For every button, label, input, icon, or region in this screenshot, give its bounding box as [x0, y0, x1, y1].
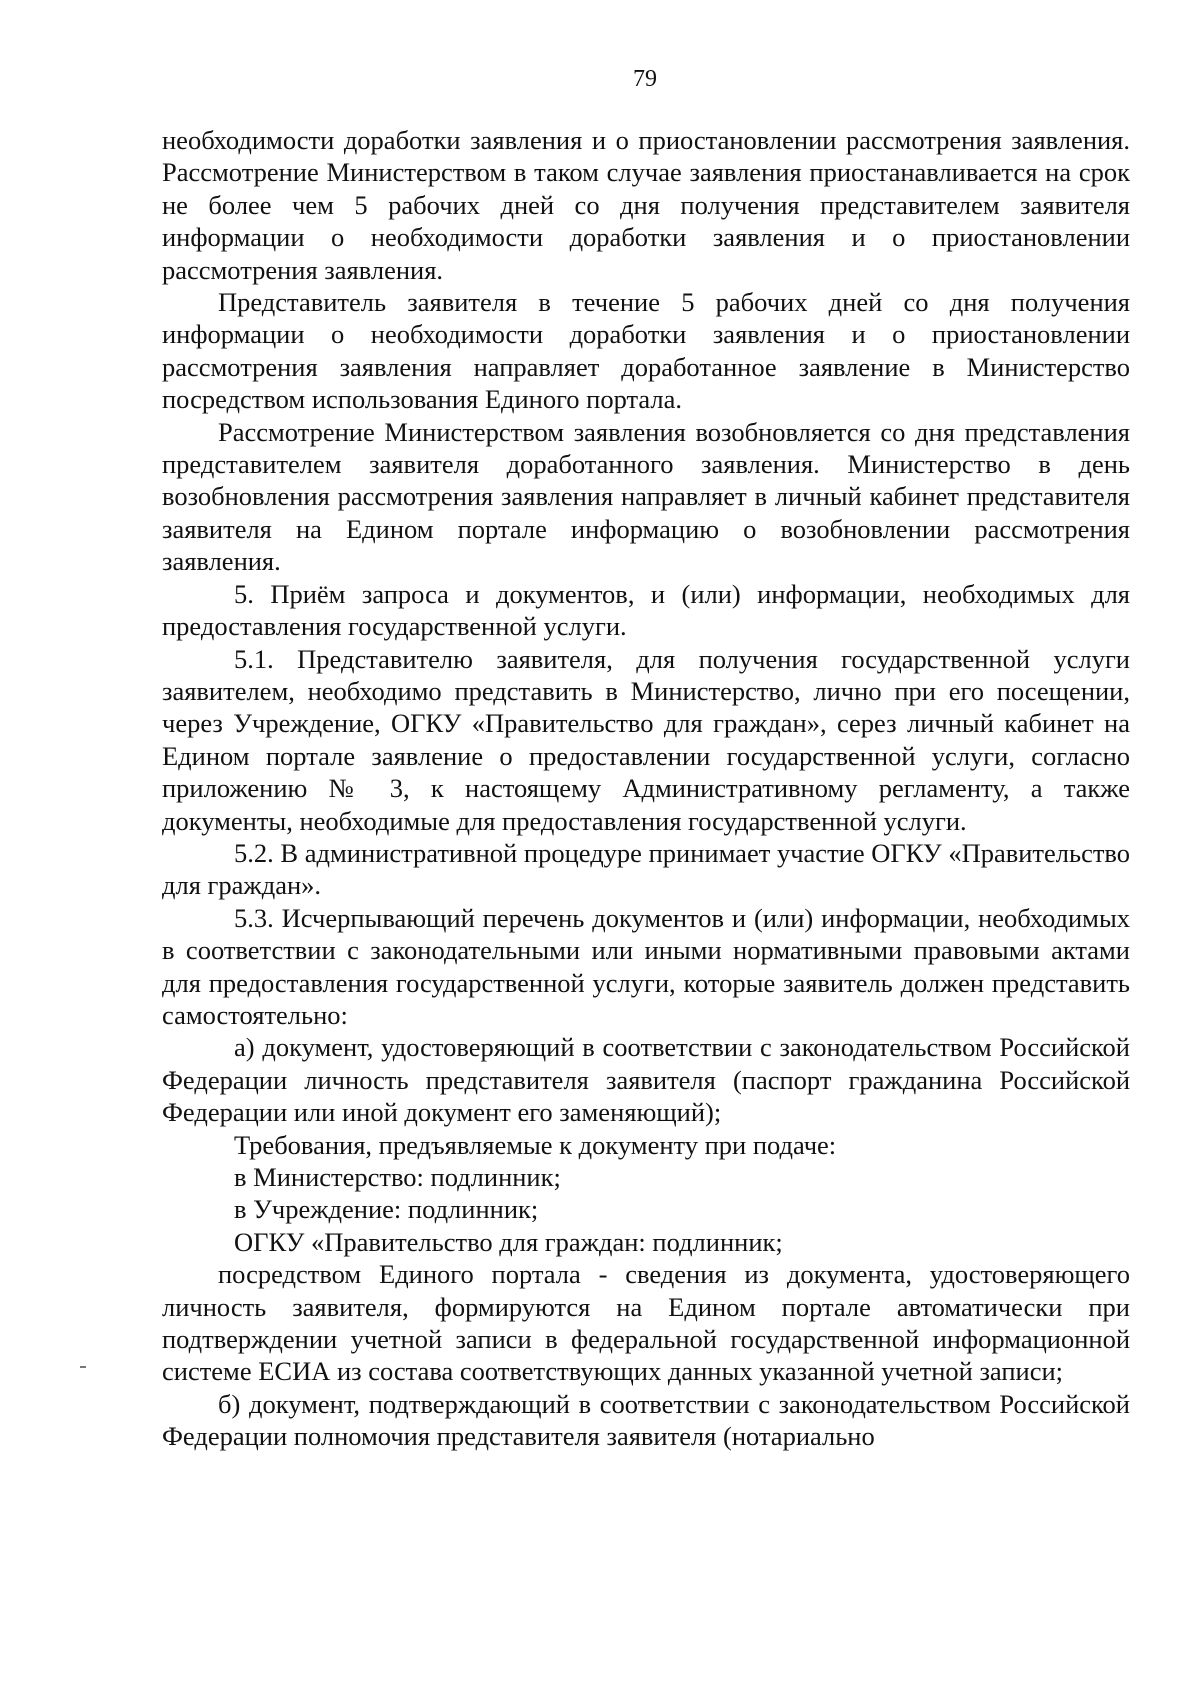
requirement-institution: в Учреждение: подлинник;	[234, 1194, 539, 1225]
requirement-portal: посредством Единого портала - сведения из документа, удостоверяющего личность заявителя, формируются на Едином портале автоматически при подтверждении учетной записи в федеральной государственной информационной системе ЕСИА из состава соответствующих данных указанной учетной записи;	[162, 1259, 1130, 1387]
paragraph-resumption: Рассмотрение Министерством заявления возобновляется со дня представления представителем заявителя доработанного заявления. Министерство в день возобновления рассмотрения заявления направляет в личный кабинет представителя заявителя на Едином портале информацию о возобновлении рассмотрения заявления.	[162, 416, 1130, 577]
section-5-1: 5.1. Представителю заявителя, для получения государственной услуги заявителем, необходимо представить в Министерство, лично при его посещении, через Учреждение, ОГКУ «Правительство для граждан», серез личный кабинет на Едином портале заявление о предоставлении государственной услуги, согласно приложению № 3, к настоящему Административному регламенту, а также документы, необходимые для предоставления государственной услуги.	[162, 643, 1130, 836]
paragraph-continuation: необходимости доработки заявления и о приостановлении рассмотрения заявления. Рассмотрение Министерством в таком случае заявления приостанавливается на срок не более чем 5 рабочих дней со дня получения представителем заявителя информации о необходимости доработки заявления и о приостановлении рассмотрения заявления.	[162, 125, 1130, 285]
section-5-2: 5.2. В административной процедуре принимает участие ОГКУ «Правительство для граждан».	[162, 837, 1130, 901]
section-5-3: 5.3. Исчерпывающий перечень документов и (или) информации, необходимых в соответствии с законодательными или иными нормативными правовыми актами для предоставления государственной услуги, которые заявитель должен представить самостоятельно:	[162, 902, 1130, 1030]
item-a-document: а) документ, удостоверяющий в соответствии с законодательством Российской Федерации личность представителя заявителя (паспорт гражданина Российской Федерации или иной документ его заменяющий);	[162, 1032, 1130, 1128]
requirement-ministry: в Министерство: подлинник;	[234, 1162, 561, 1192]
page-number: 79	[633, 66, 657, 92]
requirements-heading: Требования, предъявляемые к документу при подаче:	[234, 1129, 837, 1160]
section-5-heading: 5. Приём запроса и документов, и (или) информации, необходимых для предоставления государственной услуги.	[162, 578, 1130, 642]
document-body	[162, 124, 1130, 1453]
item-b-document: б) документ, подтверждающий в соответствии с законодательством Российской Федерации полномочия представителя заявителя (нотариально	[162, 1388, 1130, 1452]
margin-mark	[80, 1366, 86, 1368]
paragraph-resubmission: Представитель заявителя в течение 5 рабочих дней со дня получения информации о необходимости доработки заявления и о приостановлении рассмотрения заявления направляет доработанное заявление в Министерство посредством использования Единого портала.	[162, 287, 1130, 415]
requirement-ogku: ОГКУ «Правительство для граждан: подлинник;	[234, 1226, 783, 1257]
